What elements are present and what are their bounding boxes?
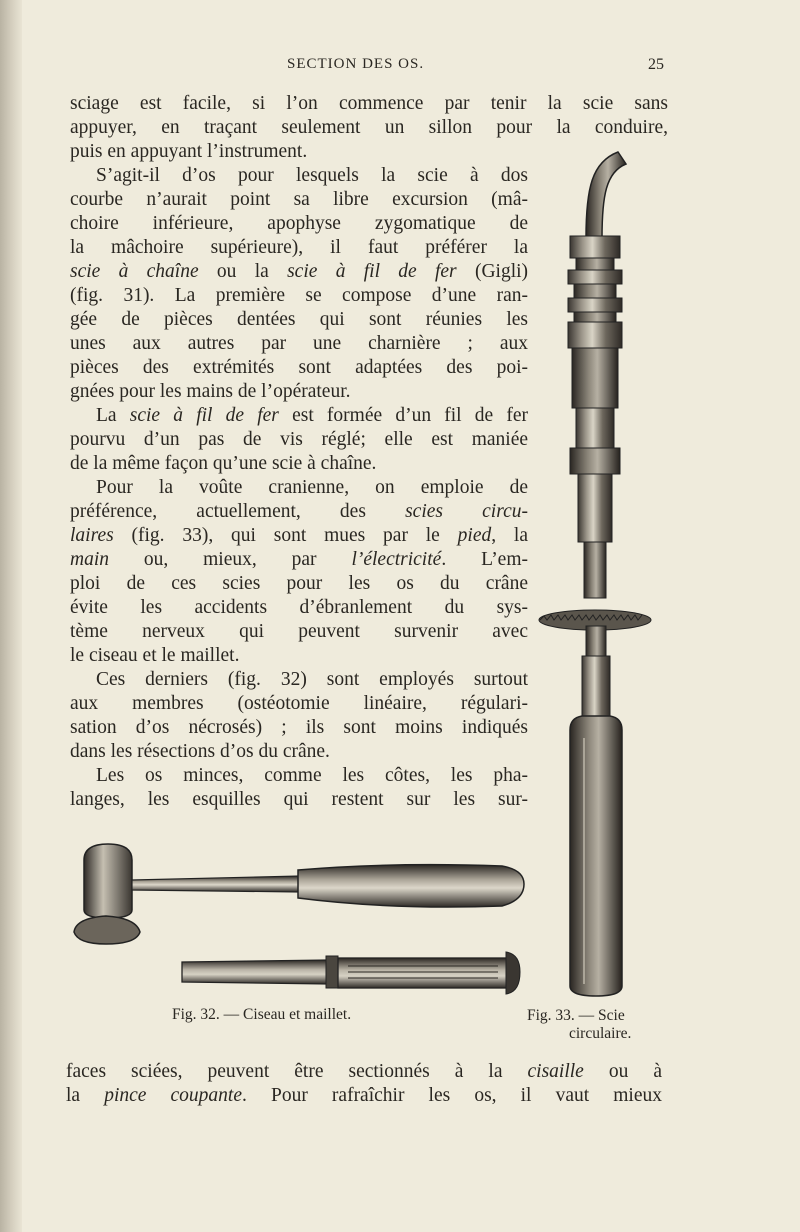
text-segment: scie à fil de fer: [287, 261, 457, 282]
text-line: aux membres (ostéotomie linéaire, régulari-: [70, 693, 528, 714]
running-title: SECTION DES OS.: [287, 56, 425, 72]
text-segment: l’électricité: [351, 549, 442, 570]
text-line: courbe n’aurait point sa libre excursion (mâ-: [70, 189, 528, 210]
text-line: [70, 548, 528, 572]
figure-32-caption: Fig. 32. — Ciseau et maillet.: [172, 1006, 352, 1023]
text-segment: ou la: [198, 261, 288, 282]
text-line: langes, les esquilles qui restent sur les sur-: [70, 789, 528, 810]
text-line: gée de pièces dentées qui sont réunies les: [70, 309, 528, 330]
text-segment: scie à chaîne: [70, 261, 199, 282]
text-segment: scie à fil de fer: [129, 405, 279, 426]
text-line: pièces des extrémités sont adaptées des poi-: [70, 357, 528, 378]
text-line: choire inférieure, apophyse zygomatique de: [70, 213, 528, 234]
text-line: ploi de ces scies pour les os du crâne: [70, 573, 528, 594]
mallet-illustration: [72, 840, 528, 950]
text-segment: scies circu-: [405, 501, 528, 522]
text-line: le ciseau et le maillet.: [70, 645, 240, 666]
text-line: [66, 1084, 662, 1108]
book-gutter: [0, 0, 22, 1232]
text-segment: ou, mieux, par: [109, 549, 352, 570]
text-segment: (fig. 33), qui sont mues par le: [113, 525, 458, 546]
text-segment: laires: [70, 525, 114, 546]
text-segment: . L’em-: [441, 549, 529, 570]
text-segment: . Pour rafraîchir les os, il vaut mieux: [242, 1085, 662, 1106]
text-line: Les os minces, comme les côtes, les pha-: [96, 765, 528, 786]
text-segment: ou à: [583, 1061, 663, 1082]
text-line: tème nerveux qui peuvent survenir avec: [70, 621, 528, 642]
figure-33-caption-line2: circulaire.: [569, 1025, 632, 1042]
text-line: la mâchoire supérieure), il faut préférer la: [70, 237, 528, 258]
chisel-illustration: [180, 946, 522, 998]
text-line: [70, 260, 528, 284]
text-segment: préférence, actuellement, des: [70, 501, 406, 522]
text-line: unes aux autres par une charnière ; aux: [70, 333, 528, 354]
text-line: sation d’os nécrosés) ; ils sont moins indiqués: [70, 717, 528, 738]
text-segment: faces sciées, peuvent être sectionnés à la: [66, 1061, 528, 1082]
text-segment: , la: [491, 525, 528, 546]
text-line: Pour la voûte cranienne, on emploie de: [96, 477, 528, 498]
text-segment: La: [96, 405, 130, 426]
text-line: appuyer, en traçant seulement un sillon pour la conduire,: [70, 117, 668, 138]
text-line: [66, 1060, 662, 1084]
text-line: [96, 404, 528, 428]
text-segment: pied: [457, 525, 492, 546]
text-segment: (Gigli): [456, 261, 529, 282]
text-line: de la même façon qu’une scie à chaîne.: [70, 453, 377, 474]
text-line: S’agit-il d’os pour lesquels la scie à dos: [96, 165, 528, 186]
circular-saw-illustration: [536, 148, 656, 1000]
text-segment: main: [70, 549, 109, 570]
text-line: sciage est facile, si l’on commence par tenir la scie sans: [70, 93, 668, 114]
text-segment: est formée d’un fil de fer: [278, 405, 528, 426]
page-number: 25: [648, 56, 664, 73]
text-line: évite les accidents d’ébranlement du sys-: [70, 597, 528, 618]
text-segment: cisaille: [527, 1061, 584, 1082]
figure-33-caption-line1: Fig. 33. — Scie: [527, 1007, 625, 1024]
text-line: puis en appuyant l’instrument.: [70, 141, 308, 162]
text-line: dans les résections d’os du crâne.: [70, 741, 330, 762]
text-segment: la: [66, 1085, 105, 1106]
text-line: [70, 524, 528, 548]
text-line: (fig. 31). La première se compose d’une ran-: [70, 285, 528, 306]
text-line: gnées pour les mains de l’opérateur.: [70, 381, 351, 402]
text-line: pourvu d’un pas de vis réglé; elle est maniée: [70, 429, 528, 450]
text-segment: pince coupante: [104, 1085, 242, 1106]
text-line: [70, 500, 528, 524]
text-line: Ces derniers (fig. 32) sont employés surtout: [96, 669, 528, 690]
